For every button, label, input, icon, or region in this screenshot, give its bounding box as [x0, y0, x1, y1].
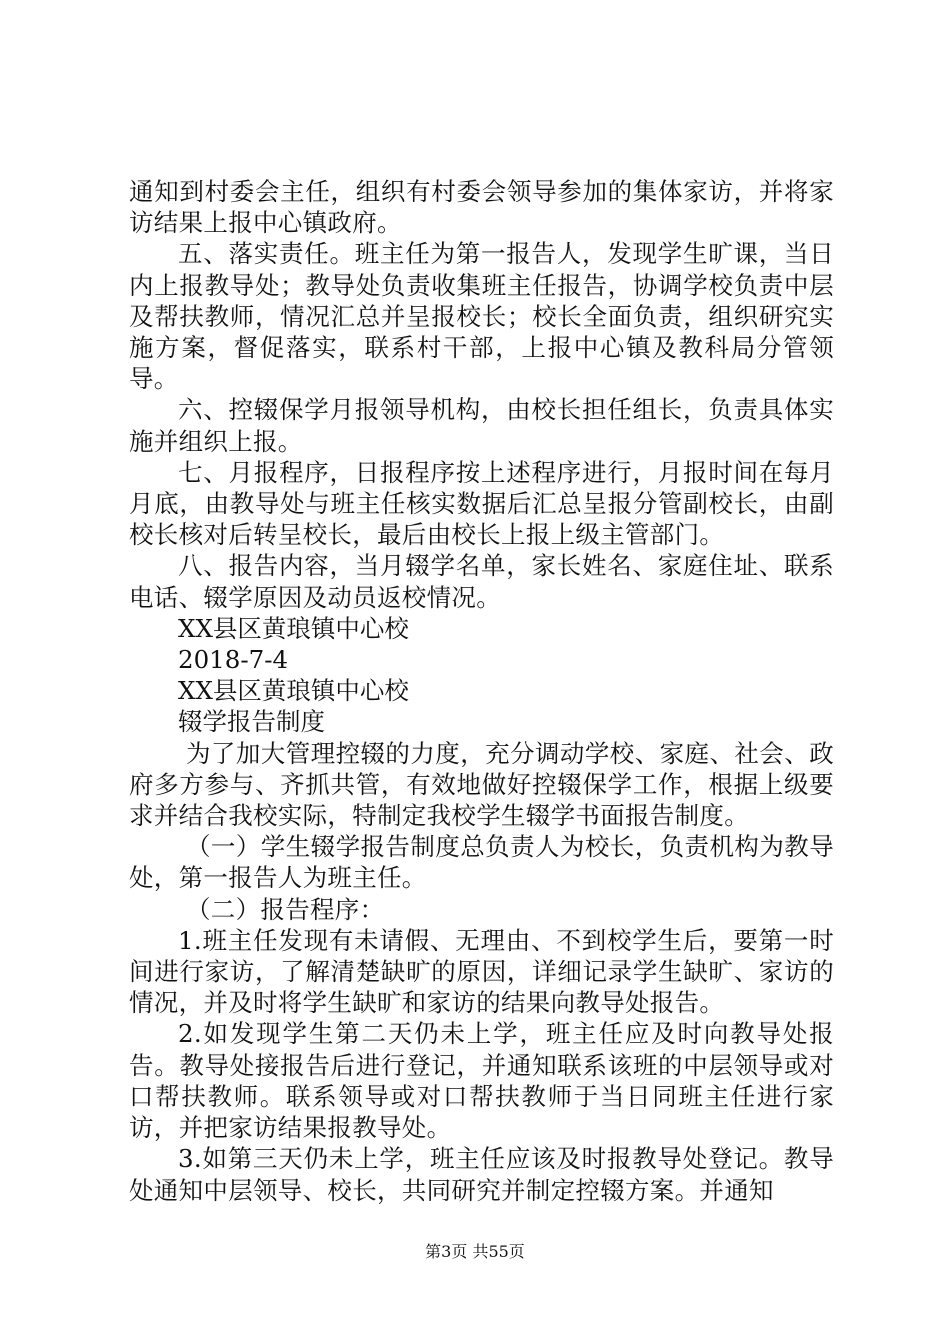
paragraph-item-2-heading: （二）报告程序：: [186, 894, 385, 924]
paragraph-section-6: 六、控辍保学月报领导机构，由校长担任组长，负责具体实施并组织上报。: [129, 395, 834, 456]
page-footer: 第3页 共55页: [425, 1242, 525, 1261]
paragraph-section-5: 五、落实责任。班主任为第一报告人，发现学生旷课，当日内上报教导处；教导处负责收集班主任报告，协调学校负责中层及帮扶教师，情况汇总并呈报校长；校长全面负责，组织研究实施方案，督促落实，联系村干部，上报中心镇及教科局分管领导。: [129, 239, 834, 394]
school-name: XX县区黄琅镇中心校: [178, 676, 409, 706]
document-title: 辍学报告制度: [178, 707, 325, 737]
paragraph-item-1: （一）学生辍学报告制度总负责人为校长，负责机构为教导处，第一报告人为班主任。: [129, 832, 834, 893]
signature-date: 2018-7-4: [178, 645, 289, 675]
paragraph-continuation: 通知到村委会主任，组织有村委会领导参加的集体家访，并将家访结果上报中心镇政府。: [129, 177, 834, 238]
paragraph-section-7: 七、月报程序，日报程序按上述程序进行，月报时间在每月月底，由教导处与班主任核实数据后汇总呈报分管副校长，由副校长核对后转呈校长，最后由校长上报上级主管部门。: [129, 457, 834, 550]
paragraph-step-2: 2.如发现学生第二天仍未上学，班主任应及时向教导处报告。教导处接报告后进行登记，并通知联系该班的中层领导或对口帮扶教师。联系领导或对口帮扶教师于当日同班主任进行家访，并把家访结果报教导处。: [129, 1019, 834, 1143]
paragraph-intro: 为了加大管理控辍的力度，充分调动学校、家庭、社会、政府多方参与、齐抓共管，有效地做好控辍保学工作，根据上级要求并结合我校实际，特制定我校学生辍学书面报告制度。: [129, 738, 834, 831]
paragraph-section-8: 八、报告内容，当月辍学名单，家长姓名、家庭住址、联系电话、辍学原因及动员返校情况。: [129, 551, 834, 612]
paragraph-step-3: 3.如第三天仍未上学，班主任应该及时报教导处登记。教导处通知中层领导、校长，共同研究并制定控辍方案。并通知: [129, 1144, 834, 1205]
signature-school: XX县区黄琅镇中心校: [178, 613, 409, 643]
document-body: [129, 176, 834, 1206]
paragraph-step-1: 1.班主任发现有未请假、无理由、不到校学生后，要第一时间进行家访，了解清楚缺旷的原因，详细记录学生缺旷、家访的情况，并及时将学生缺旷和家访的结果向教导处报告。: [129, 925, 834, 1018]
